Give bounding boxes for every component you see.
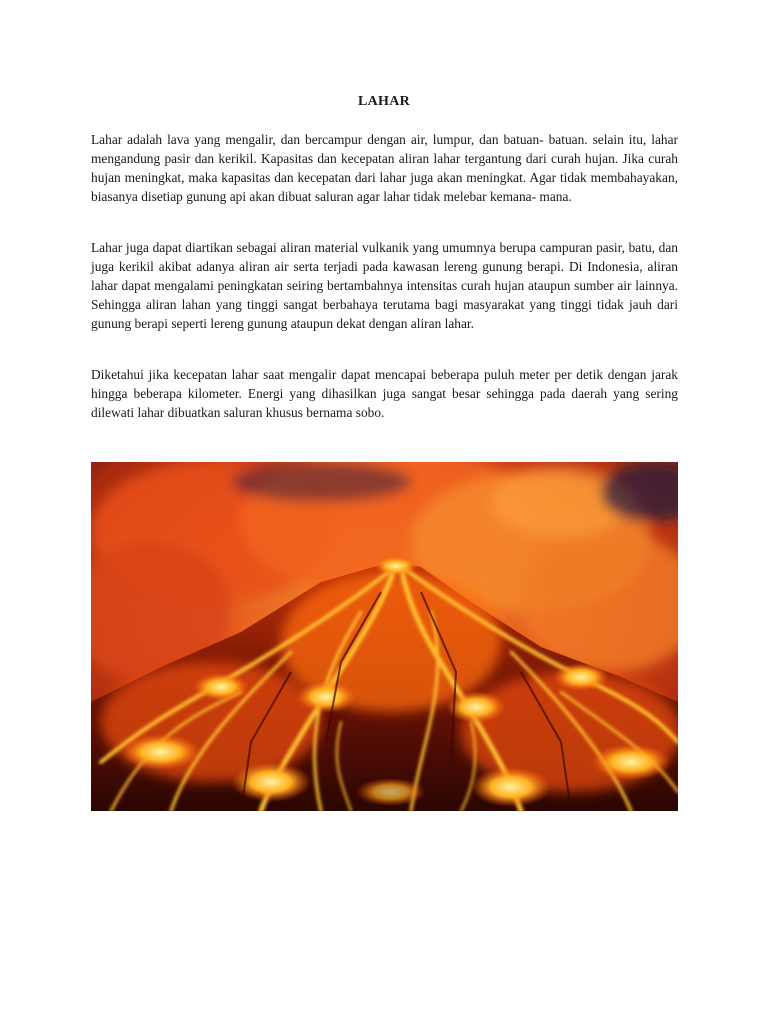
volcano-photo bbox=[91, 462, 678, 811]
page-title: LAHAR bbox=[357, 94, 411, 109]
volcano-illustration bbox=[91, 462, 678, 811]
paragraph-1: Lahar adalah lava yang mengalir, dan bercampur dengan air, lumpur, dan batuan- batuan. selain itu, lahar mengandung pasir dan kerikil. Kapasitas dan kecepatan aliran lahar tergantung dari curah hujan. Jika curah hujan meningkat, maka kapasitas dan kecepatan dari lahar juga akan meningkat. Agar tidak membahayakan, biasanya disetiap gunung api akan dibuat saluran agar lahar tidak melebar kemana- mana. bbox=[91, 132, 678, 204]
paragraph-2: Lahar juga dapat diartikan sebagai aliran material vulkanik yang umumnya berupa campuran pasir, batu, dan juga kerikil akibat adanya aliran air serta terjadi pada kawasan lereng gunung berapi. Di Indonesia, aliran lahar dapat mengalami peningkatan seiring bertambahnya intensitas curah hujan ataupun sumber air lainnya. Sehingga aliran lahan yang tinggi sangat berbahaya terutama bagi masyarakat yang tinggi tidak jauh dari gunung berapi seperti lereng gunung ataupun dekat dengan aliran lahar. bbox=[91, 240, 678, 331]
paragraph-3: Diketahui jika kecepatan lahar saat mengalir dapat mencapai beberapa puluh meter per detik dengan jarak hingga beberapa kilometer. Energi yang dihasilkan juga sangat besar sehingga pada daerah yang sering dilewati lahar dibuatkan saluran khusus bernama sobo. bbox=[91, 367, 678, 420]
